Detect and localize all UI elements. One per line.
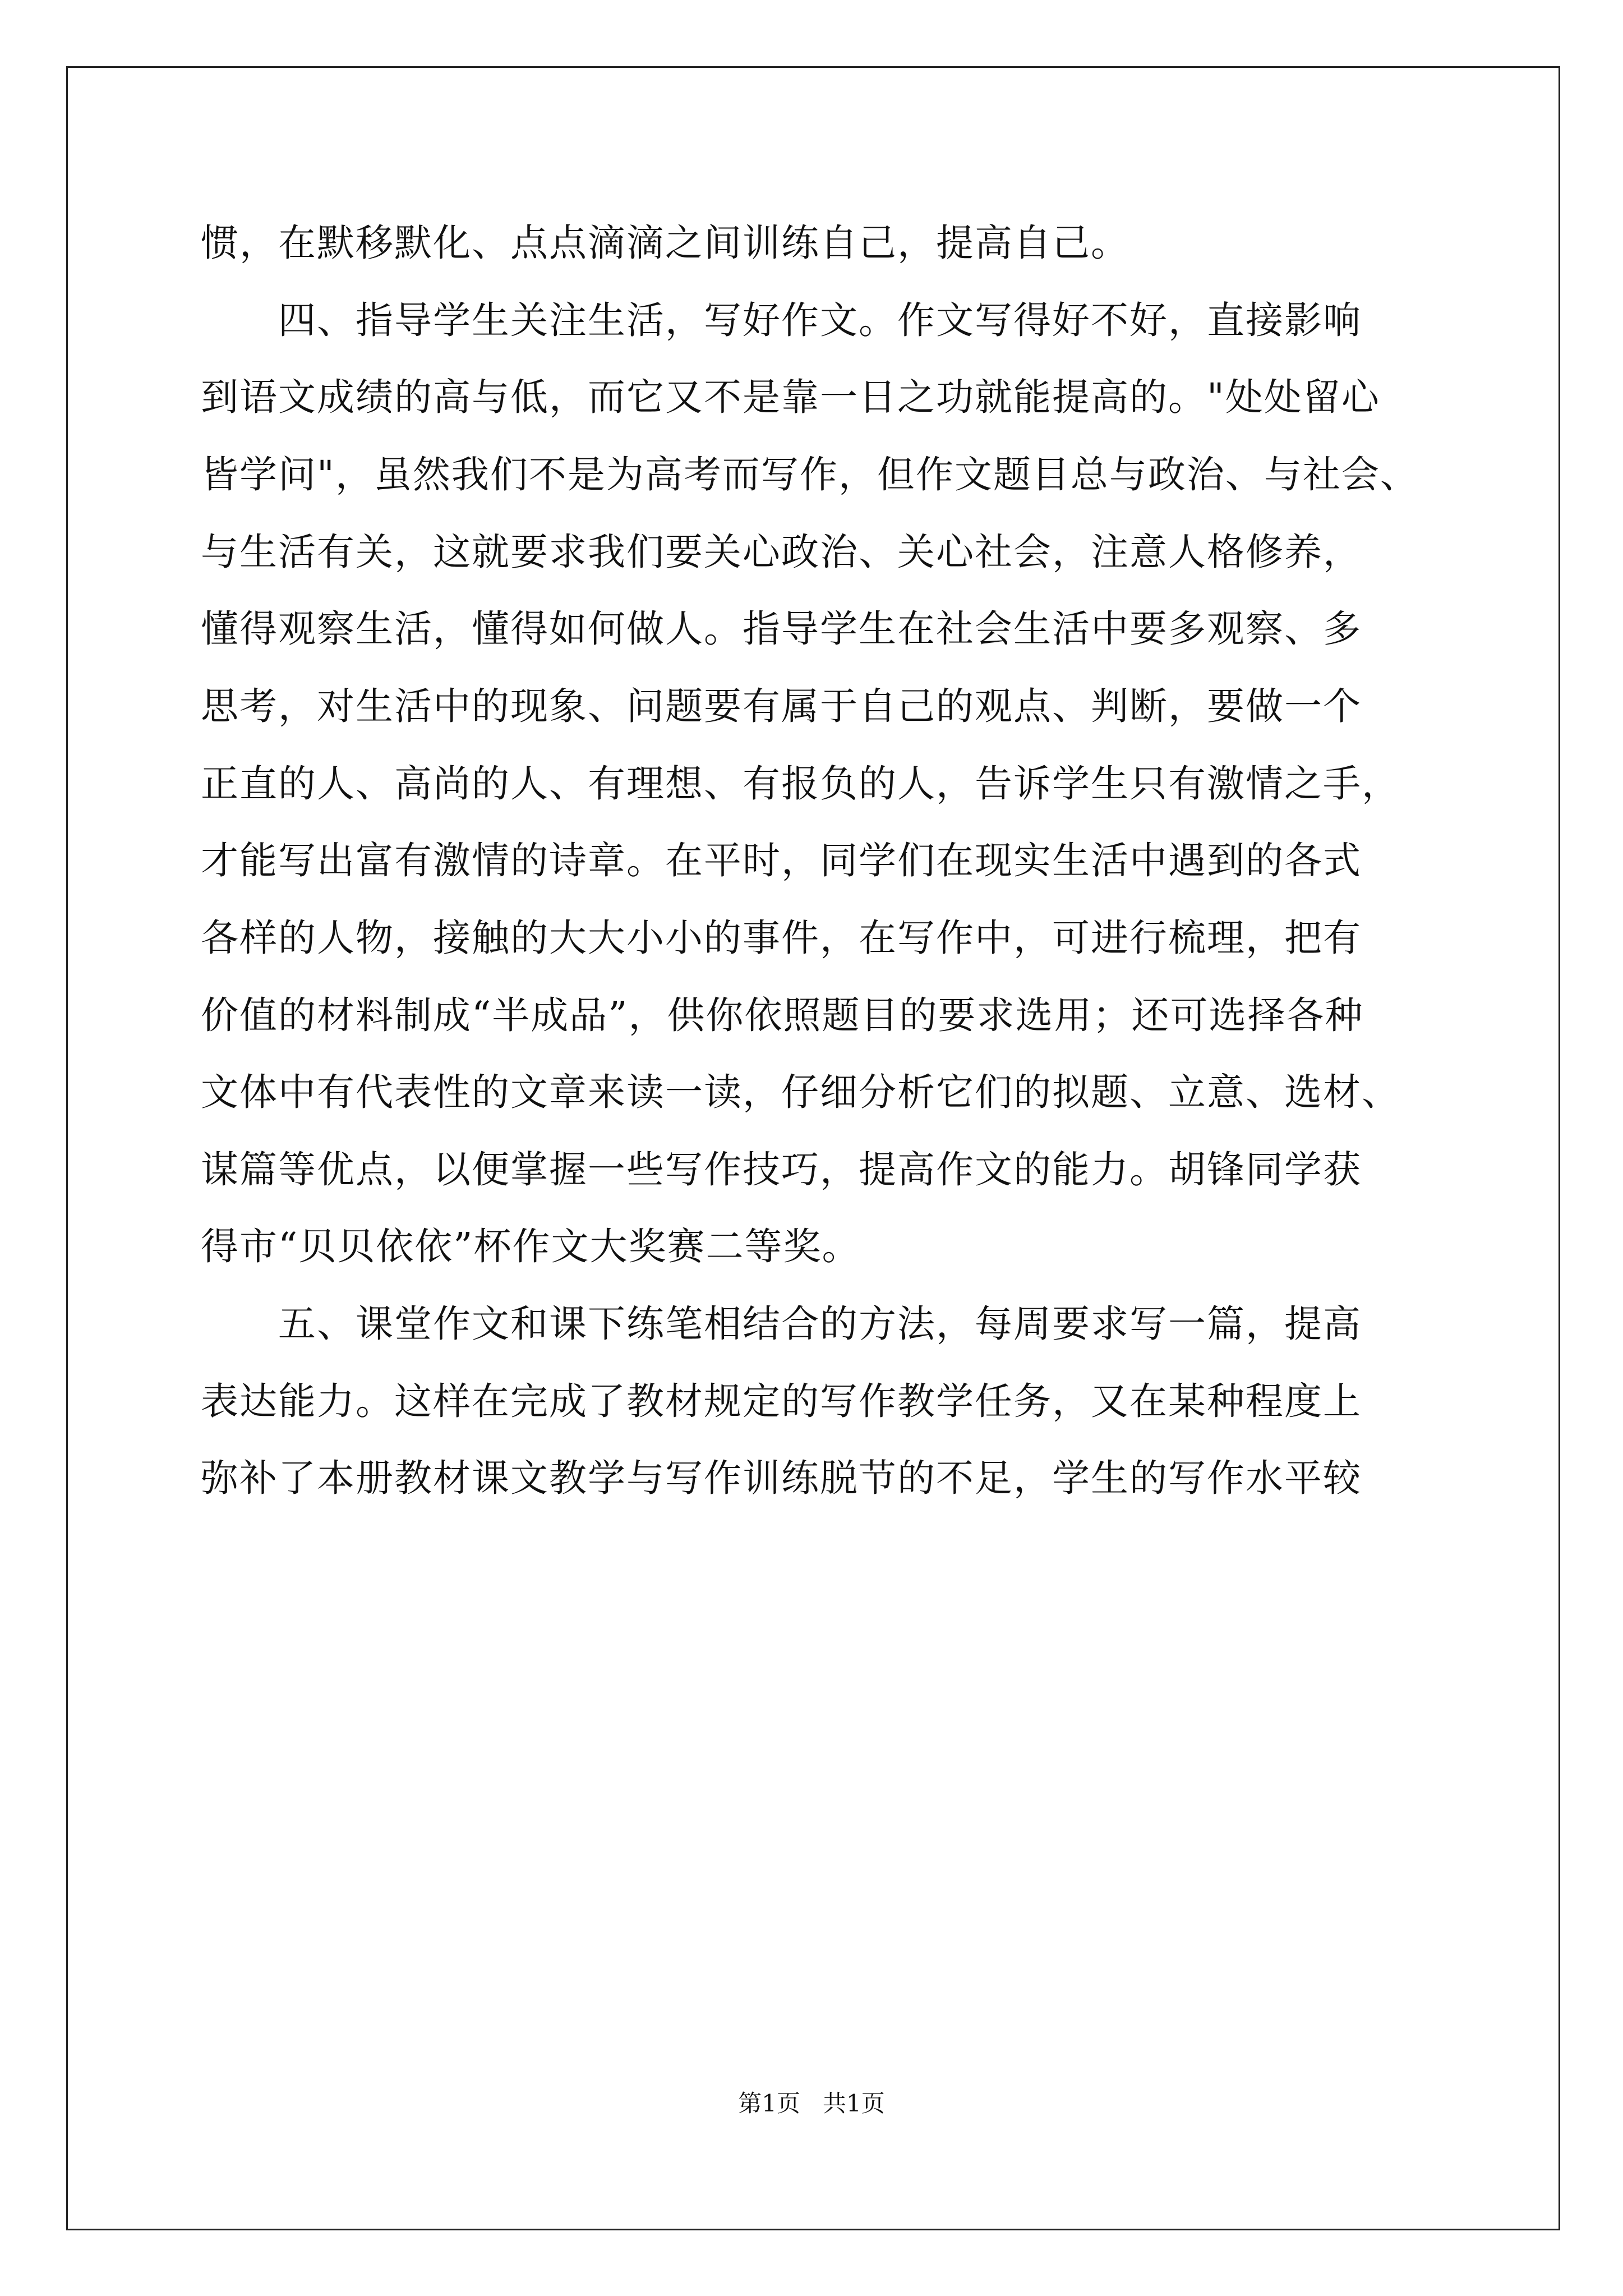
- text-line: 与生活有关，这就要求我们要关心政治、关心社会，注意人格修养，: [201, 530, 1362, 574]
- text-line: 正直的人、高尚的人、有理想、有报负的人，告诉学生只有激情之手，: [201, 762, 1400, 806]
- text-line: 惯，在默移默化、点点滴滴之间训练自己，提高自己。: [201, 221, 1129, 265]
- page-footer: 第1页 共1页: [738, 2090, 885, 2117]
- text-line: 四、指导学生关注生活，写好作文。作文写得好不好，直接影响: [201, 298, 1362, 342]
- text-line: 价值的材料制成“半成品”，供你依照题目的要求选用；还可选择各种: [201, 993, 1364, 1037]
- text-line: 皆学问"，虽然我们不是为高考而写作，但作文题目总与政治、与社会、: [201, 453, 1419, 496]
- text-line: 各样的人物，接触的大大小小的事件，在写作中，可进行梳理，把有: [201, 916, 1362, 960]
- text-line: 表达能力。这样在完成了教材规定的写作教学任务，又在某种程度上: [201, 1379, 1362, 1423]
- text-line: 五、课堂作文和课下练笔相结合的方法，每周要求写一篇，提高: [201, 1302, 1362, 1346]
- text-line: 到语文成绩的高与低，而它又不是靠一日之功就能提高的。"处处留心: [201, 375, 1380, 419]
- text-line: 谋篇等优点，以便掌握一些写作技巧，提高作文的能力。胡锋同学获: [201, 1148, 1362, 1191]
- text-line: 得市“贝贝依依”杯作文大奖赛二等奖。: [201, 1225, 861, 1268]
- text-line: 文体中有代表性的文章来读一读，仔细分析它们的拟题、立意、选材、: [201, 1070, 1400, 1114]
- text-line: 才能写出富有激情的诗章。在平时，同学们在现实生活中遇到的各式: [201, 839, 1362, 882]
- text-line: 弥补了本册教材课文教学与写作训练脱节的不足，学生的写作水平较: [201, 1456, 1362, 1500]
- text-line: 懂得观察生活，懂得如何做人。指导学生在社会生活中要多观察、多: [201, 607, 1362, 651]
- text-line: 思考，对生活中的现象、问题要有属于自己的观点、判断，要做一个: [201, 684, 1362, 728]
